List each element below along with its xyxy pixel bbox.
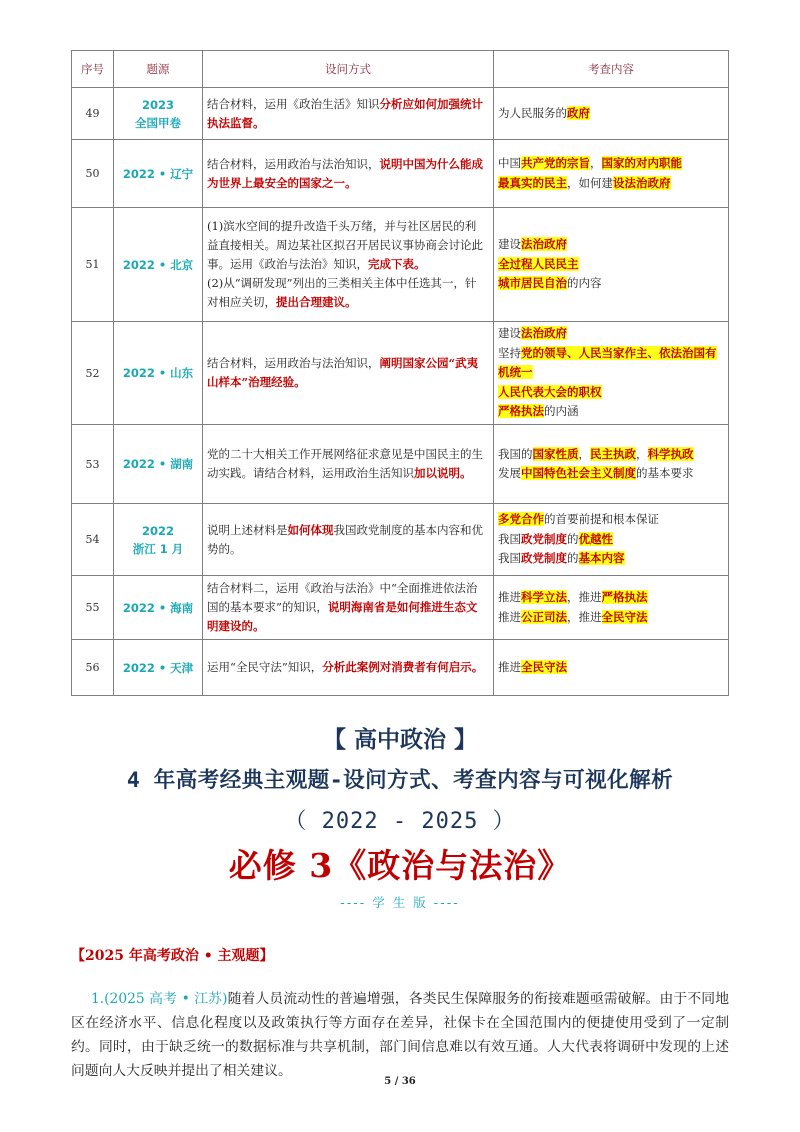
row-content <box>494 425 729 504</box>
row-content <box>494 504 729 576</box>
question-number: 1. <box>91 991 105 1007</box>
row-content <box>494 322 729 425</box>
content-text: ， <box>636 446 648 461</box>
question-source: (2025 高考 • 江苏) <box>104 991 228 1007</box>
content-line <box>498 402 724 422</box>
table-row <box>72 504 729 576</box>
edition-label: ---- 学 生 版 ---- <box>340 895 460 910</box>
ask-text: 结合材料，运用政治与法治知识， <box>207 156 380 171</box>
content-text: 的内容 <box>567 276 602 291</box>
row-source: 2022 • 北京 <box>114 208 203 322</box>
content-text: 的基本要求 <box>636 466 694 480</box>
content-highlight: 国家性质 <box>532 446 579 461</box>
ask-emphasis: 分析应如何加强统计执法监督。 <box>207 96 483 130</box>
content-text: ，如何建 <box>567 175 613 190</box>
row-number: 50 <box>72 140 114 208</box>
content-text: 建设 <box>498 237 521 252</box>
row-content <box>494 88 729 140</box>
row-source: 2022 • 山东 <box>114 322 203 425</box>
content-emphasis: 政党制度 <box>521 551 567 566</box>
content-text: 发展 <box>498 466 521 480</box>
book-title: 必修 3《政治与法治》 <box>228 846 572 885</box>
content-line <box>498 510 724 530</box>
content-text: 我国的 <box>498 446 533 461</box>
header-content: 考查内容 <box>494 51 729 88</box>
content-line <box>498 324 724 344</box>
content-emphasis: 政党制度 <box>521 531 567 546</box>
content-highlight: 党的领导、人民当家作主、依法治国有机统一 <box>498 345 717 380</box>
table-row <box>72 208 729 322</box>
row-question-style <box>203 640 494 696</box>
table-row <box>72 140 729 208</box>
content-line <box>498 174 724 194</box>
ask-emphasis: 阐明国家公园“武夷山样本”治理经验。 <box>207 356 479 389</box>
document-title: 4 年高考经典主观题-设问方式、考查内容与可视化解析 <box>126 768 674 793</box>
content-text: 我国 <box>498 531 521 546</box>
header-source: 题源 <box>114 51 203 88</box>
ask-emphasis: 加以说明。 <box>414 466 472 480</box>
ask-text: (1)滨水空间的提升改造千头万绪，并与社区居民的利益直接相关。周边某社区拟召开居民议事协商会讨论此事。运用《政治与法治》知识， <box>207 219 483 271</box>
content-line <box>498 383 724 403</box>
row-question-style <box>203 425 494 504</box>
row-number: 52 <box>72 322 114 425</box>
content-text: 我国 <box>498 551 521 566</box>
content-text: ， <box>578 446 590 461</box>
row-content <box>494 640 729 696</box>
content-highlight: 多党合作 <box>498 512 544 527</box>
content-line <box>498 235 724 255</box>
content-line <box>498 274 724 294</box>
content-text: 的 <box>567 531 579 546</box>
row-source: 2022 • 辽宁 <box>114 140 203 208</box>
row-number: 53 <box>72 425 114 504</box>
row-content <box>494 208 729 322</box>
question-text: 随着人员流动性的普遍增强，各类民生保障服务的衔接难题亟需破解。由于不同地区在经济水平、信息化程度以及政策执行等方面存在差异，社保卡在全国范围内的便捷使用受到了一定制约。同时，由于缺乏统一的数据标准与共享机制，部门间信息难以有效互通。人大代表将调研中发现的上述问题向人大反映并提出了相关建议。 <box>71 991 729 1079</box>
content-highlight: 严格执法 <box>601 590 648 604</box>
content-line <box>498 588 724 608</box>
content-text: 建设 <box>498 326 521 341</box>
content-highlight: 全过程人民民主 <box>498 256 579 271</box>
section-header: 【2025 年高考政治 • 主观题】 <box>71 948 274 964</box>
table-body <box>72 88 729 696</box>
content-highlight: 公正司法 <box>521 609 567 624</box>
row-number: 51 <box>72 208 114 322</box>
table-row <box>72 640 729 696</box>
ask-text: (2)从“调研发现”列出的三类相关主体中任选其一，针对相应关切， <box>207 276 477 309</box>
header-question-style: 设问方式 <box>203 51 494 88</box>
subject-title: 【 高中政治 】 <box>322 727 477 753</box>
row-question-style <box>203 88 494 140</box>
content-line <box>498 255 724 275</box>
content-text: 的内涵 <box>544 404 579 419</box>
content-highlight: 基本内容 <box>578 551 625 566</box>
ask-text: 结合材料二，运用《政治与法治》中“全面推进依法治国的基本要求”的知识， <box>207 581 478 614</box>
ask-text: 我国政党制度的基本内容和优势的。 <box>207 522 483 556</box>
row-source: 2022 浙江 1 月 <box>114 504 203 576</box>
content-line <box>498 530 724 550</box>
content-highlight: 民主执政 <box>590 446 636 461</box>
content-highlight: 科学执政 <box>647 446 694 461</box>
content-line <box>498 608 724 628</box>
content-highlight: 严格执法 <box>498 404 544 419</box>
table-row <box>72 322 729 425</box>
content-text: 的首要前提和根本保证 <box>544 512 659 527</box>
content-highlight: 法治政府 <box>521 237 567 252</box>
content-line <box>498 445 724 465</box>
row-number: 49 <box>72 88 114 140</box>
content-text: 为人民服务的 <box>498 105 567 120</box>
content-highlight: 人民代表大会的职权 <box>498 384 602 399</box>
content-text: ，推进 <box>567 590 602 604</box>
content-text: 推进 <box>498 590 521 604</box>
table-header-row <box>72 51 729 88</box>
content-highlight: 最真实的民主 <box>498 175 567 190</box>
content-text: 坚持 <box>498 345 521 360</box>
content-text: 推进 <box>498 659 521 674</box>
ask-emphasis: 说明中国为什么能成为世界上最安全的国家之一。 <box>207 156 483 190</box>
row-question-style <box>203 576 494 640</box>
content-highlight: 城市居民自治 <box>498 276 567 291</box>
content-highlight: 中国特色社会主义制度 <box>521 466 636 480</box>
question-paragraph <box>71 987 729 1083</box>
content-highlight: 科学立法 <box>521 590 567 604</box>
ask-emphasis: 完成下表。 <box>368 257 426 271</box>
row-question-style <box>203 504 494 576</box>
content-highlight: 共产党的宗旨 <box>521 156 590 170</box>
content-line <box>498 104 724 124</box>
content-highlight: 设法治政府 <box>613 175 671 190</box>
ask-emphasis: 如何体现 <box>287 522 334 537</box>
content-text: ，推进 <box>567 609 602 624</box>
ask-emphasis: 提出合理建议。 <box>276 295 357 309</box>
row-content <box>494 140 729 208</box>
content-highlight: 优越性 <box>578 531 613 546</box>
ask-emphasis: 说明海南省是如何推进生态文明建设的。 <box>207 600 478 633</box>
content-text: 中国 <box>498 156 521 170</box>
ask-emphasis: 分析此案例对消费者有何启示。 <box>322 660 484 674</box>
row-question-style <box>203 140 494 208</box>
table-row <box>72 88 729 140</box>
content-highlight: 法治政府 <box>521 326 567 341</box>
row-source: 2023 全国甲卷 <box>114 88 203 140</box>
ask-text: 党的二十大相关工作开展网络征求意见是中国民主的生动实践。请结合材料，运用政治生活知识 <box>207 447 483 480</box>
row-question-style <box>203 208 494 322</box>
row-number: 56 <box>72 640 114 696</box>
content-highlight: 全民守法 <box>601 609 648 624</box>
content-line <box>498 154 724 174</box>
table-row <box>72 576 729 640</box>
row-number: 54 <box>72 504 114 576</box>
ask-text: 运用“全民守法”知识， <box>207 660 323 674</box>
content-text: ， <box>590 156 602 170</box>
table-row <box>72 425 729 504</box>
content-highlight: 政府 <box>567 105 590 120</box>
row-source: 2022 • 天津 <box>114 640 203 696</box>
ask-text: 说明上述材料是 <box>207 522 288 537</box>
row-content <box>494 576 729 640</box>
row-question-style <box>203 322 494 425</box>
content-line <box>498 344 724 383</box>
question-table <box>71 50 729 696</box>
content-line <box>498 549 724 569</box>
content-line <box>498 658 724 678</box>
row-number: 55 <box>72 576 114 640</box>
ask-text: 结合材料，运用政治与法治知识， <box>207 356 380 370</box>
year-range: （ 2022 - 2025 ） <box>284 809 516 834</box>
header-number: 序号 <box>72 51 114 88</box>
content-line <box>498 464 724 484</box>
row-source: 2022 • 海南 <box>114 576 203 640</box>
page-number: 5 / 36 <box>384 1076 416 1087</box>
ask-text: 结合材料，运用《政治生活》知识 <box>207 96 380 111</box>
content-highlight: 全民守法 <box>521 659 567 674</box>
row-source: 2022 • 湖南 <box>114 425 203 504</box>
content-text: 的 <box>567 551 579 566</box>
content-text: 推进 <box>498 609 521 624</box>
content-highlight: 国家的对内职能 <box>601 156 682 170</box>
